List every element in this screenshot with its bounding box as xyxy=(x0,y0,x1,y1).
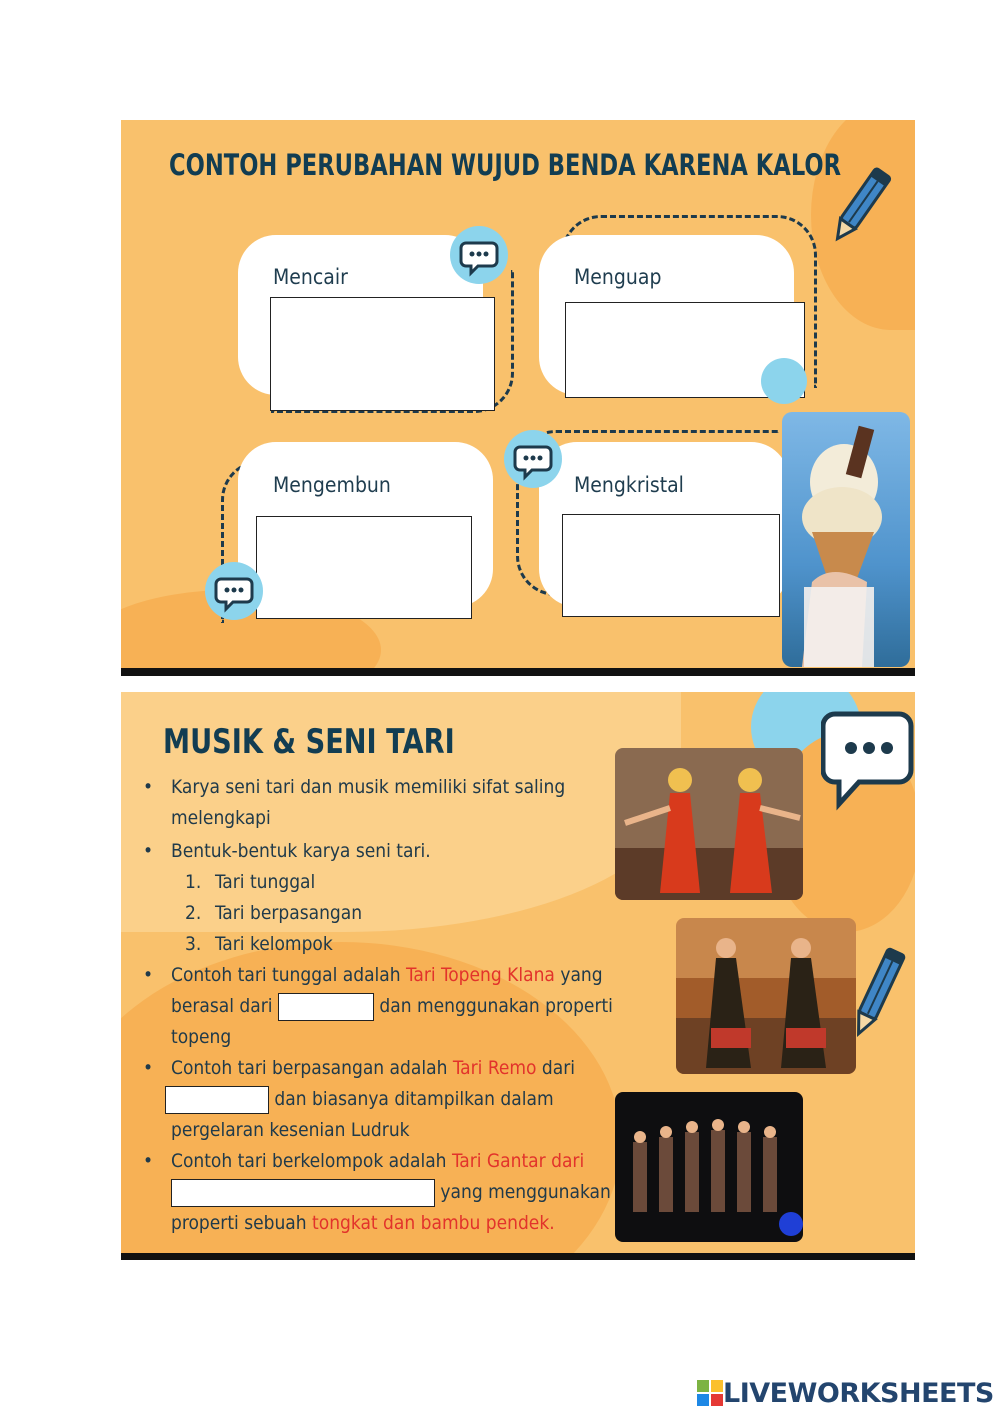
logo-text: LIVEWORKSHEETS xyxy=(723,1377,994,1409)
liveworksheets-logo xyxy=(697,1376,994,1410)
pencil-icon xyxy=(826,160,896,250)
list-item: 3. Tari kelompok xyxy=(185,933,333,955)
slide-musik-seni-tari xyxy=(121,692,915,1260)
list-item: 1. Tari tunggal xyxy=(185,871,316,893)
dance-photo-gantar xyxy=(615,1092,803,1242)
answer-box-topeng-origin[interactable] xyxy=(278,993,374,1021)
slide-perubahan-wujud xyxy=(121,120,915,676)
answer-box-remo-origin[interactable] xyxy=(165,1086,269,1114)
bullet-text: Contoh tari berpasangan adalah Tari Remo dari dan biasanya ditampilkan dalam pergelaran kesenian Ludruk xyxy=(143,1053,623,1146)
list-item: 2. Tari berpasangan xyxy=(185,902,363,924)
bullet-list: • Karya seni tari dan musik memiliki sifat saling melengkapi • Bentuk-bentuk karya seni tari. 1. Tari tunggal 2. Tari berpasangan 3. Tari kelompok • Contoh tari tunggal adalah Tari Topeng Klana yang berasal dari dan menggunakan properti topeng • Contoh tari berpasangan adalah Tari Remo dari dan biasanya ditampilkan dalam pergelaran kesenian Ludruk • Contoh tari berkelompok adalah Tari Gantar dari yang menggunakan properti sebuah tongkat dan bambu pendek. xyxy=(143,772,623,1239)
answer-box-mencair[interactable] xyxy=(270,297,495,411)
ice-cream-photo xyxy=(782,412,910,667)
label-mencair: Mencair xyxy=(273,265,348,289)
chat-bubble-icon xyxy=(821,706,915,816)
slide1-title: CONTOH PERUBAHAN WUJUD BENDA KARENA KALOR xyxy=(169,148,842,182)
bullet-text: Karya seni tari dan musik memiliki sifat saling melengkapi xyxy=(171,776,566,829)
label-menguap: Menguap xyxy=(574,265,662,289)
chat-bubble-icon xyxy=(504,430,562,488)
dance-photo-topeng xyxy=(615,748,803,900)
answer-box-gantar-origin[interactable] xyxy=(171,1179,435,1207)
answer-box-mengembun[interactable] xyxy=(256,516,472,619)
bullet-text: Bentuk-bentuk karya seni tari. xyxy=(171,840,431,862)
bullet-text: Contoh tari tunggal adalah Tari Topeng Klana yang berasal dari dan menggunakan properti topeng xyxy=(171,964,613,1048)
answer-box-mengkristal[interactable] xyxy=(562,514,780,617)
chat-bubble-icon xyxy=(205,562,263,620)
dance-photo-remo xyxy=(676,918,856,1074)
logo-icon xyxy=(697,1380,723,1406)
decor-circle xyxy=(761,358,807,404)
bullet-text: Contoh tari berkelompok adalah Tari Gantar dari yang menggunakan properti sebuah tongkat dan bambu pendek. xyxy=(171,1150,611,1234)
label-mengembun: Mengembun xyxy=(273,473,391,497)
slide2-title: MUSIK & SENI TARI xyxy=(163,722,455,762)
label-mengkristal: Mengkristal xyxy=(574,473,684,497)
chat-bubble-icon xyxy=(450,226,508,284)
